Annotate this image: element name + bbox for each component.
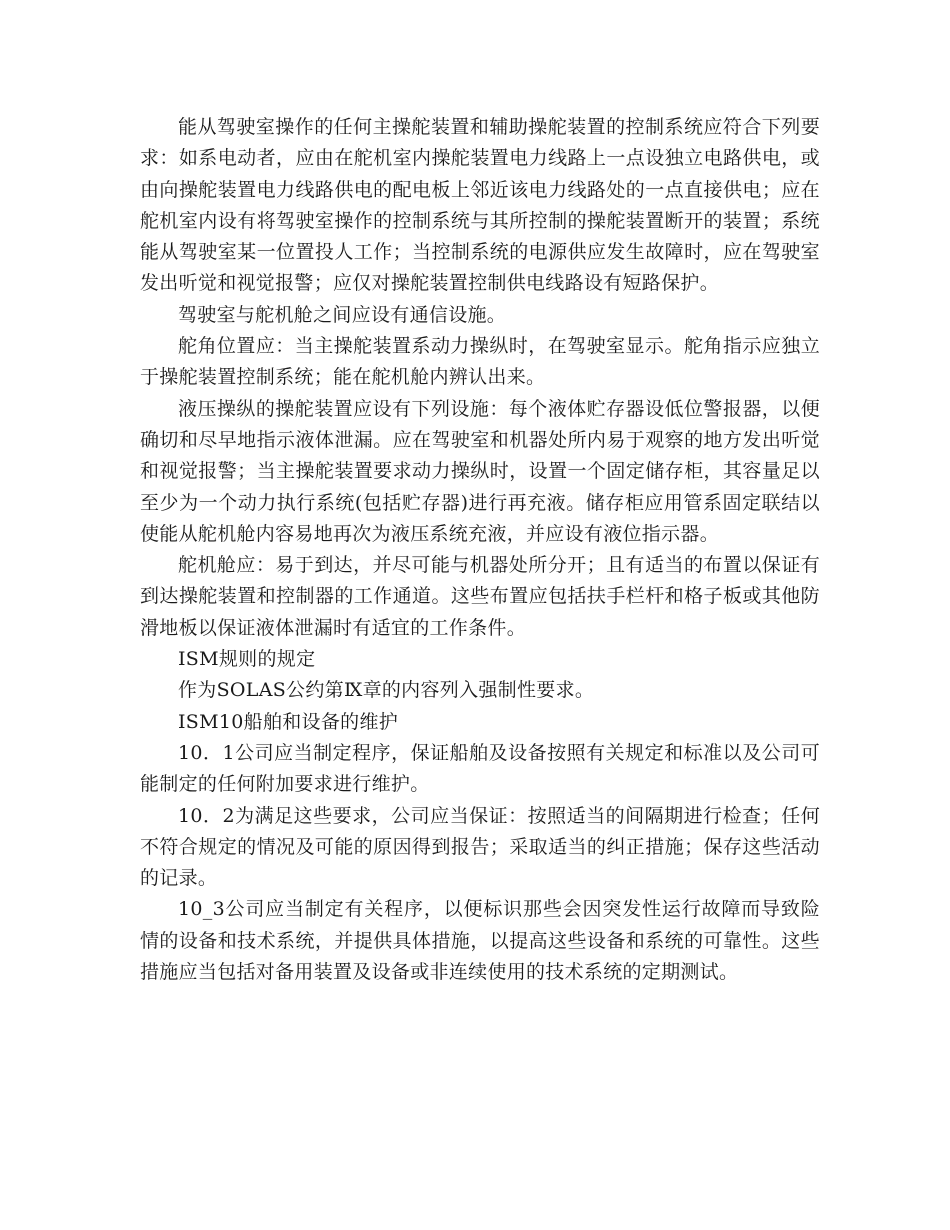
paragraph-10-3: 10_3公司应当制定有关程序，以便标识那些会因突发性运行故障而导致险情的设备和技术系统，并提供具体措施，以提高这些设备和系统的可靠性。这些措施应当包括对备用装置及设备或非连续使用的技术系统的定期测试。 <box>140 898 820 984</box>
paragraph-rudder-angle: 舵角位置应：当主操舵装置系动力操纵时，在驾驶室显示。舵角指示应独立于操舵装置控制系统；能在舵机舱内辨认出来。 <box>140 335 820 389</box>
document-body <box>140 112 820 988</box>
paragraph-solas: 作为SOLAS公约第Ⅸ章的内容列入强制性要求。 <box>178 679 595 702</box>
paragraph-10-2: 10．2为满足这些要求，公司应当保证：按照适当的间隔期进行检查；任何不符合规定的情况及可能的原因得到报告；采取适当的纠正措施；保存这些活动的记录。 <box>140 804 820 890</box>
paragraph-communication: 驾驶室与舵机舱之间应设有通信设施。 <box>178 303 507 326</box>
paragraph-ism10-heading: ISM10船舶和设备的维护 <box>178 710 399 733</box>
paragraph-ism-heading: ISM规则的规定 <box>178 648 316 671</box>
paragraph-10-1: 10．1公司应当制定程序，保证船舶及设备按照有关规定和标准以及公司可能制定的任何附加要求进行维护。 <box>140 741 820 796</box>
paragraph-steering-room: 舵机舱应：易于到达，并尽可能与机器处所分开；且有适当的布置以保证有到达操舵装置和控制器的工作通道。这些布置应包括扶手栏杆和格子板或其他防滑地板以保证液体泄漏时有适宜的工作条件。 <box>140 554 820 639</box>
paragraph-hydraulic: 液压操纵的操舵装置应设有下列设施：每个液体贮存器设低位警报器，以便确切和尽早地指示液体泄漏。应在驾驶室和机器处所内易于观察的地方发出听觉和视觉报警；当主操舵装置要求动力操纵时，设置一个固定储存柜，其容量足以至少为一个动力执行系统(包括贮存器)进行再充液。储存柜应用管系固定联结以使能从舵机舱内容易地再次为液压系统充液，并应设有液位指示器。 <box>140 397 820 545</box>
paragraph-steering-control-requirements: 能从驾驶室操作的任何主操舵装置和辅助操舵装置的控制系统应符合下列要求：如系电动者，应由在舵机室内操舵装置电力线路上一点设独立电路供电，或由向操舵装置电力线路供电的配电板上邻近该电力线路处的一点直接供电；应在舵机室内设有将驾驶室操作的控制系统与其所控制的操舵装置断开的装置；系统能从驾驶室某一位置投人工作；当控制系统的电源供应发生故障时，应在驾驶室发出听觉和视觉报警；应仅对操舵装置控制供电线路设有短路保护。 <box>140 116 820 295</box>
